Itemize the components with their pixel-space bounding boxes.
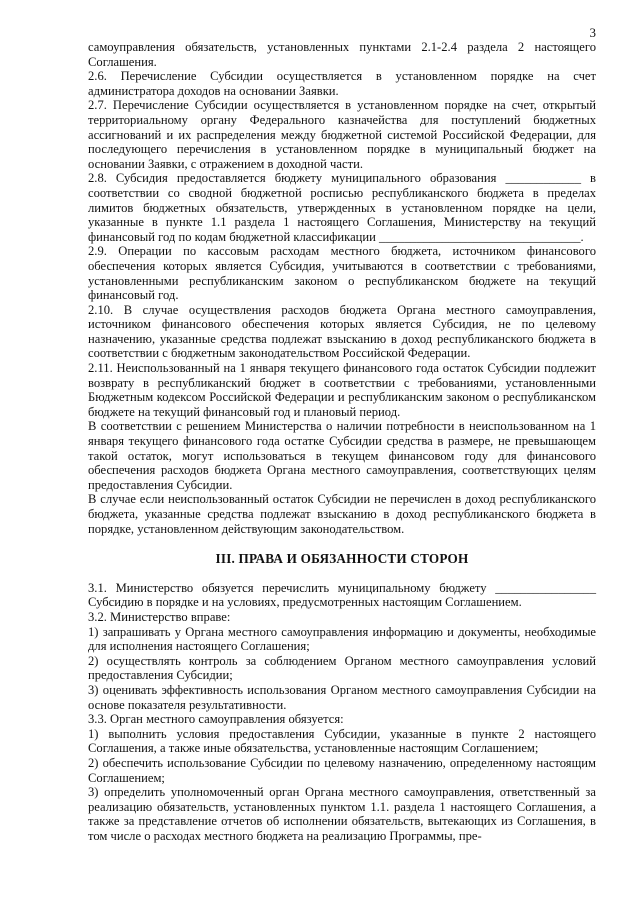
section-title: III. ПРАВА И ОБЯЗАННОСТИ СТОРОН (215, 551, 469, 567)
paragraph-2-11: 2.11. Неиспользованный на 1 января текущего финансового года остаток Субсидии подлежит возврату в республиканский бюджет в соответствии с требованиями, установленными Бюджетным кодексом Российской Федерации и республиканским законом о республиканском бюджете на текущий финансовый год и плановый период. (88, 361, 596, 419)
paragraph-2-9: 2.9. Операции по кассовым расходам местного бюджета, источником финансового обеспечения которых является Субсидия, учитываются в соответствии с требованиями, установленными республиканским законом о республиканском бюджете на текущий финансовый год. (88, 244, 596, 303)
paragraph-2-7: 2.7. Перечисление Субсидии осуществляется в установленном порядке на счет, открытый территориальному органу Федерального казначейства для поступлений бюджетных ассигнований и их распределения между бюджетной системой Российской Федерации, для последующего перечисления в установленном порядке в муниципальный бюджет на основании Заявки, с отражением в доходной части. (88, 98, 596, 171)
paragraph-2-10: 2.10. В случае осуществления расходов бюджета Органа местного самоуправления, источником финансового обеспечения которых является Субсидия, не по целевому назначению, указанные средства подлежат взысканию в доход республиканского бюджета в соответствии с бюджетным законодательством Российской Федерации. (88, 302, 596, 361)
paragraph-2-6: 2.6. Перечисление Субсидии осуществляется в установленном порядке на счет администратора доходов на основании Заявки. (88, 69, 596, 98)
document-body (88, 40, 596, 843)
paragraph-2-11-continued: В соответствии с решением Министерства о наличии потребности в неиспользованном на 1 января текущего финансового года остатке Субсидии средства в размере, не превышающем такой остаток, могут использоваться в текущем финансовом году для финансового обеспечения расходов бюджета Органа местного самоуправления, соответствующих целям предоставления Субсидии. (88, 419, 596, 492)
list-item-3-2-2: 2) осуществлять контроль за соблюдением Органом местного самоуправления условий предоставления Субсидии; (88, 653, 596, 683)
paragraph: самоуправления обязательств, установленных пунктами 2.1-2.4 раздела 2 настоящего Соглашения. (88, 40, 596, 69)
page-number: 3 (589, 25, 596, 40)
list-item-3-3-3: 3) определить уполномоченный орган Органа местного самоуправления, ответственный за реализацию обязательств, установленных пунктом 1.1. раздела 1 настоящего Соглашения, а также за представление отчетов об исполнении обязательств, вытекающих из Соглашения, в том числе о расходах местного бюджета на реализацию Программы, пре- (88, 785, 596, 843)
paragraph-3-2: 3.2. Министерство вправе: (88, 609, 231, 624)
list-item-3-3-2: 2) обеспечить использование Субсидии по целевому назначению, определенному настоящим Соглашением; (88, 755, 596, 785)
paragraph-3-1: 3.1. Министерство обязуется перечислить муниципальному бюджету ________________ Субсидию в порядке и на условиях, предусмотренных настоящим Соглашением. (88, 580, 596, 610)
paragraph-2-11-final: В случае если неиспользованный остаток Субсидии не перечислен в доход республиканского бюджета, указанные средства подлежат взысканию в доход республиканского бюджета в порядке, установленном действующим законодательством. (88, 492, 596, 536)
list-item-3-3-1: 1) выполнить условия предоставления Субсидии, указанные в пункте 2 настоящего Соглашения, а также иные обязательства, установленные настоящим Соглашением; (88, 726, 596, 756)
list-item-3-2-1: 1) запрашивать у Органа местного самоуправления информацию и документы, необходимые для исполнения настоящего Соглашения; (88, 624, 596, 654)
paragraph-2-8: 2.8. Субсидия предоставляется бюджету муниципального образования ____________ в соответствии со сводной бюджетной росписью республиканского бюджета в пределах лимитов бюджетных обязательств, утвержденных в установленном порядке на цели, указанные в пункте 1.1 раздела 1 настоящего Соглашения, Министерству на текущий финансовый год по кодам бюджетной классификации ________________________________. (88, 171, 596, 244)
paragraph-3-3: 3.3. Орган местного самоуправления обязуется: (88, 712, 344, 727)
list-item-3-2-3: 3) оценивать эффективность использования Органом местного самоуправления Субсидии на основе показателя результативности. (88, 682, 596, 712)
